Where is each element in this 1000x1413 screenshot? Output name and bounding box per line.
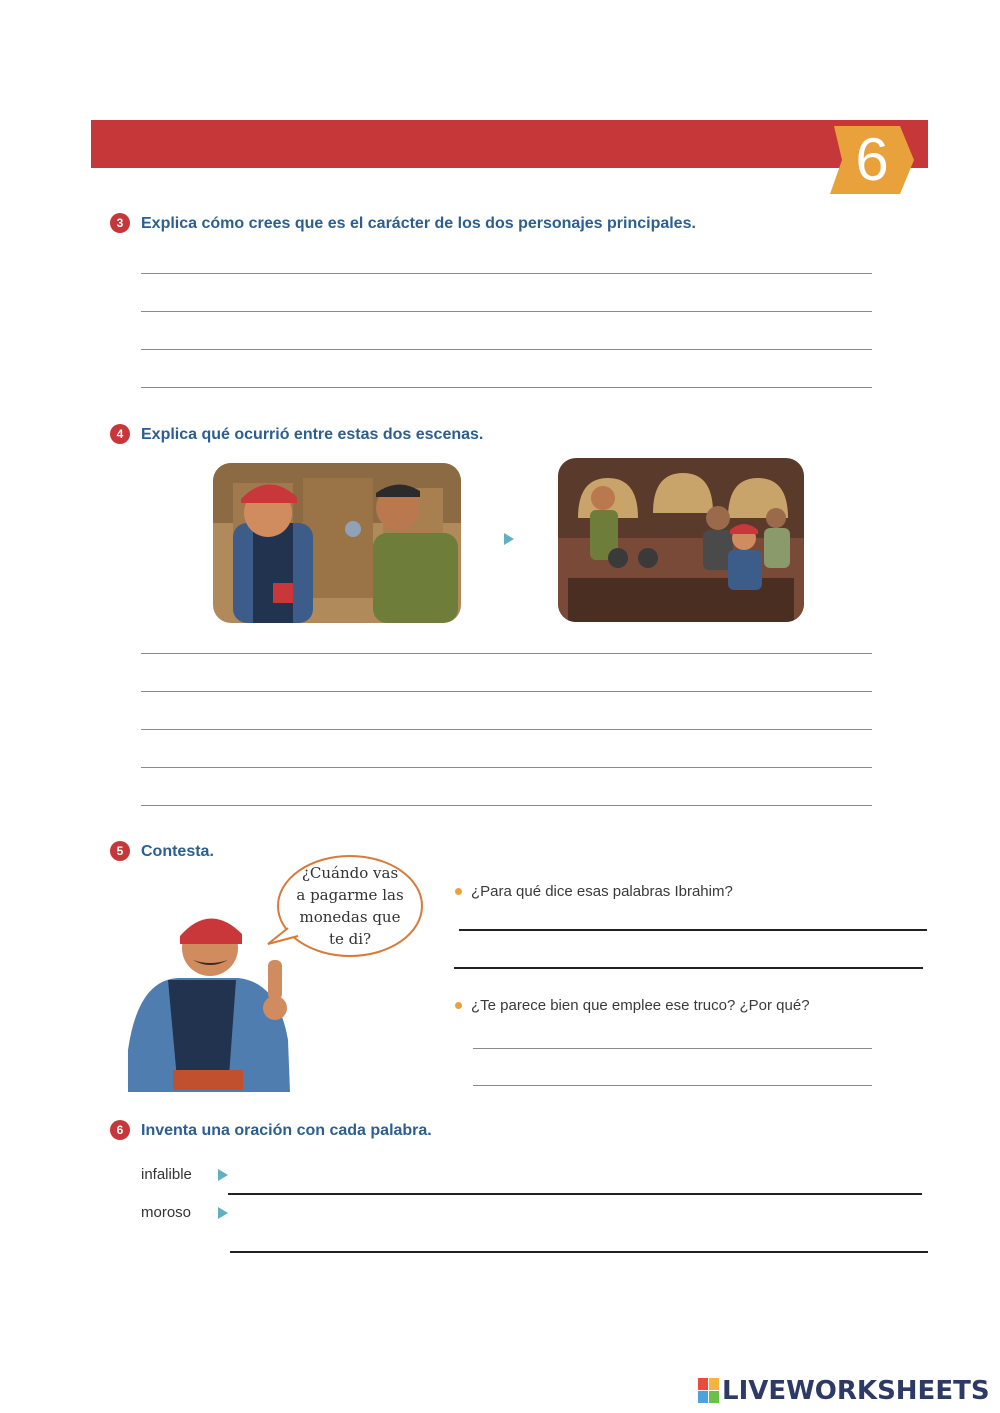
arrow-icon xyxy=(504,533,514,545)
answer-line[interactable] xyxy=(228,1193,922,1195)
ibrahim-illustration xyxy=(118,900,298,1092)
word-infalible: infalible xyxy=(141,1166,192,1183)
q5-bullet-1-text: ¿Para qué dice esas palabras Ibrahim? xyxy=(471,883,733,900)
liveworksheets-logo-icon xyxy=(698,1378,720,1404)
liveworksheets-logo[interactable]: LIVEWORKSHEETS xyxy=(722,1376,990,1406)
answer-line[interactable] xyxy=(141,387,872,388)
answer-line[interactable] xyxy=(141,729,872,730)
bullet-icon xyxy=(455,1002,462,1009)
scene-1-illustration xyxy=(213,463,461,623)
answer-line[interactable] xyxy=(230,1251,928,1253)
answer-line[interactable] xyxy=(141,349,872,350)
header-bar xyxy=(91,120,928,168)
question-5-title: Contesta. xyxy=(141,843,214,860)
scene-2-illustration xyxy=(558,458,804,622)
arrow-icon xyxy=(218,1207,228,1219)
arrow-icon xyxy=(218,1169,228,1181)
speech-bubble-text: ¿Cuándo vas a pagarme las monedas que te di? xyxy=(296,864,404,948)
answer-line[interactable] xyxy=(473,1048,872,1049)
answer-line[interactable] xyxy=(454,967,923,969)
answer-line[interactable] xyxy=(141,767,872,768)
answer-line[interactable] xyxy=(141,805,872,806)
question-6-number: 6 xyxy=(110,1120,130,1140)
question-3-number: 3 xyxy=(110,213,130,233)
word-moroso: moroso xyxy=(141,1204,192,1221)
answer-line[interactable] xyxy=(141,311,872,312)
bullet-icon xyxy=(455,888,462,895)
answer-line[interactable] xyxy=(141,653,872,654)
answer-line[interactable] xyxy=(473,1085,872,1086)
question-4-number: 4 xyxy=(110,424,130,444)
question-6-title: Inventa una oración con cada palabra. xyxy=(141,1122,432,1139)
question-4-title: Explica qué ocurrió entre estas dos escenas. xyxy=(141,426,484,443)
answer-line[interactable] xyxy=(459,929,927,931)
unit-number: 6 xyxy=(855,126,889,193)
answer-line[interactable] xyxy=(141,273,872,274)
question-5-number: 5 xyxy=(110,841,130,861)
answer-line[interactable] xyxy=(141,691,872,692)
question-3-title: Explica cómo crees que es el carácter de los dos personajes principales. xyxy=(141,215,696,232)
q5-bullet-2-text: ¿Te parece bien que emplee ese truco? ¿Por qué? xyxy=(471,997,810,1014)
unit-badge xyxy=(828,124,916,196)
